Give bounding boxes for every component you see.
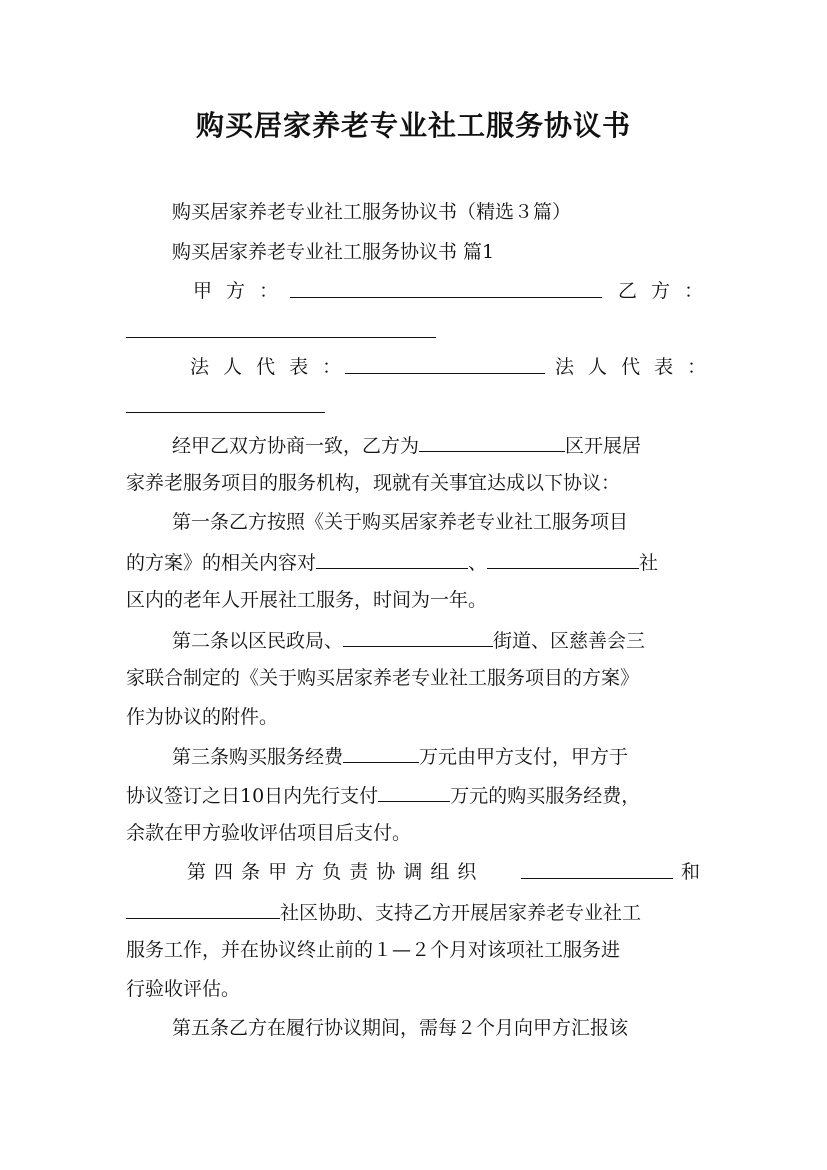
paragraph-line: 第 四 条 甲 方 负 责 协 调 组 织 (187, 861, 477, 883)
blank-field (487, 549, 639, 569)
blank-field (419, 432, 565, 452)
blank-field (343, 743, 419, 763)
party-a-label: 甲 方 ： (193, 280, 279, 302)
text-run: 社区协助、支持乙方开展居家养老专业社工 (280, 902, 642, 924)
text-run: 协议签订之日10日内先行支付 (126, 785, 379, 807)
legal-rep-b-blank (126, 393, 325, 413)
blank-field (521, 859, 673, 879)
text-run: 区开展居 (565, 435, 642, 457)
blank-field (343, 627, 493, 647)
paragraph-line: 区内的老年人开展社工服务，时间为一年。 (126, 589, 488, 611)
text-run: 万元的购买服务经费， (450, 785, 641, 807)
legal-rep-b-label: 法 人 代 表 ： (555, 356, 707, 378)
paragraph-line: 家养老服务项目的服务机构，现就有关事宜达成以下协议： (126, 472, 621, 494)
text-run: 街道、区慈善会三 (493, 630, 646, 652)
blank-field (126, 899, 280, 919)
paragraph-line (172, 627, 645, 653)
paragraph-line (126, 899, 641, 925)
party-a-blank (290, 278, 602, 298)
blank-field (316, 549, 468, 569)
paragraph-line: 行验收评估。 (126, 978, 241, 1000)
paragraph-line: 服务工作，并在协议终止前的１—２个月对该项社工服务进 (126, 939, 621, 961)
text-run: 的方案》的相关内容对 (126, 552, 317, 574)
paragraph-line (172, 432, 641, 458)
legal-rep-a-blank (345, 354, 545, 374)
text-run: 社 (639, 552, 659, 574)
paragraph-line: 家联合制定的《关于购买居家养老专业社工服务项目的方案》 (126, 667, 640, 689)
document-title: 购买居家养老专业社工服务协议书 (195, 109, 631, 142)
party-b-label: 乙 方 ： (618, 280, 704, 302)
party-b-blank (126, 318, 436, 338)
document-subtitle: 购买居家养老专业社工服务协议书（精选３篇） (172, 201, 572, 223)
blank-field (378, 782, 450, 802)
legal-rep-a-label: 法 人 代 表 ： (190, 356, 342, 378)
text-run: 、 (468, 552, 488, 574)
paragraph-line: 第五条乙方在履行协议期间，需每２个月向甲方汇报该 (172, 1017, 629, 1039)
text-run: 第二条以区民政局、 (172, 630, 344, 652)
paragraph-line (172, 743, 628, 769)
paragraph-line (126, 549, 658, 575)
paragraph-line: 作为协议的附件。 (126, 706, 279, 728)
paragraph-line: 余款在甲方验收评估项目后支付。 (126, 822, 412, 844)
section-heading: 购买居家养老专业社工服务协议书 篇1 (172, 241, 495, 263)
text-run: 第三条购买服务经费 (172, 746, 344, 768)
text-run: 万元由甲方支付，甲方于 (419, 746, 629, 768)
text-run: 经甲乙双方协商一致，乙方为 (172, 435, 420, 457)
paragraph-line (126, 782, 640, 808)
paragraph-line: 和 (681, 861, 701, 883)
paragraph-line: 第一条乙方按照《关于购买居家养老专业社工服务项目 (172, 511, 629, 533)
